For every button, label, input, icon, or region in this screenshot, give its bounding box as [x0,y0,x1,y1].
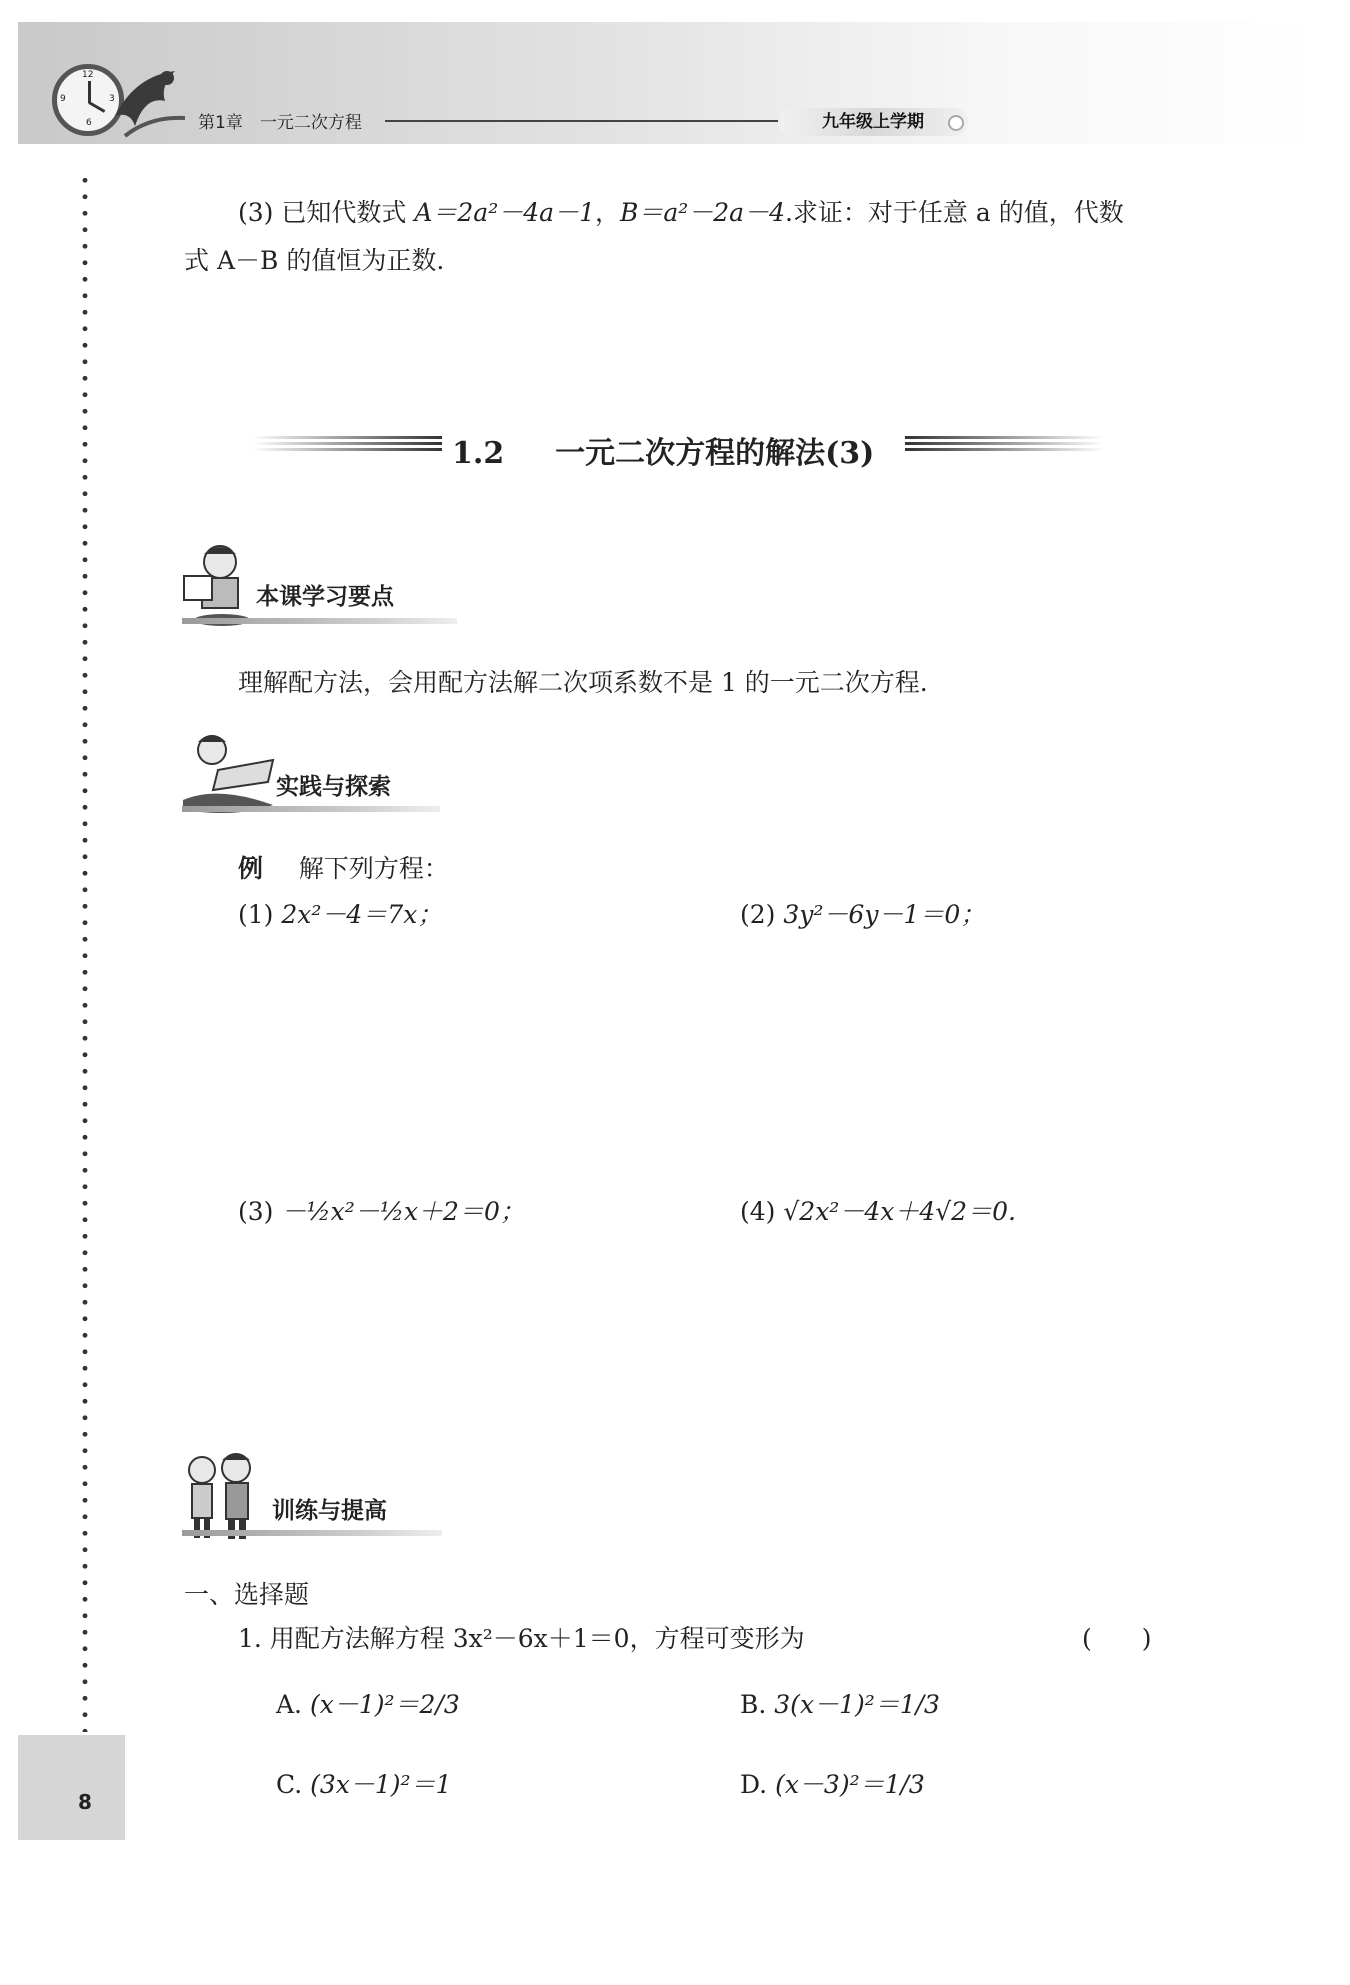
prev-problem-prefix: 已知代数式 [281,198,407,227]
badge-underline [182,806,440,812]
example-item-2 [740,898,985,932]
prev-problem-label: (3) [238,198,274,227]
option-label: B. [740,1690,767,1719]
item-label: (3) [238,1197,274,1226]
page-number: 8 [78,1790,92,1814]
option-label: C. [276,1770,303,1799]
key-points-heading: 本课学习要点 [256,584,394,610]
item-expr: 2x²－4＝7x； [281,900,443,929]
clock-number: 6 [86,118,92,128]
example-item-3 [238,1195,525,1229]
page-number-box [18,1735,125,1840]
item-label: (4) [740,1197,776,1226]
example-item-4 [740,1195,1016,1229]
key-points-text: 理解配方法，会用配方法解二次项系数不是 1 的一元二次方程. [238,668,928,697]
title-stripe-right [905,434,1105,456]
option-label: D. [740,1770,768,1799]
binding-dots [82,172,88,1732]
option-label: A. [276,1690,303,1719]
grade-pill: 九年级上学期 [778,108,968,136]
example-line [238,852,449,886]
expr-b: B＝a²－2a－4 [619,198,785,227]
badge-underline [182,1530,442,1536]
section-choice-heading: 一、选择题 [184,1580,310,1609]
option-d [740,1768,925,1802]
example-text: 解下列方程： [298,854,449,883]
prev-problem-line1: (3) 已知代数式 A＝2a²－4a－1，B＝a²－2a－4.求证：对于任意 a 的值，代数 [238,198,1124,227]
option-expr: (x－1)²＝2/3 [309,1690,460,1719]
item-expr: √2x²－4x＋4√2＝0. [783,1197,1016,1226]
title-stripe-left [252,434,442,456]
expr-a: A＝2a²－4a－1 [414,198,595,227]
pill-dot-icon [948,115,964,131]
option-expr: (3x－1)²＝1 [310,1770,452,1799]
practice-heading: 实践与探索 [276,774,391,800]
option-expr: 3(x－1)²＝1/3 [774,1690,940,1719]
option-a [276,1688,460,1722]
prev-problem-line2: 式 A－B 的值恒为正数. [184,246,445,275]
prev-problem-suffix: .求证：对于任意 a 的值，代数 [784,198,1124,227]
question-1-text: 1. 用配方法解方程 3x²－6x＋1＝0，方程可变形为 [238,1624,805,1653]
clock-number: 12 [82,70,94,80]
item-expr: －½x²－½x＋2＝0； [281,1197,525,1226]
item-label: (1) [238,900,274,929]
badge-underline [182,618,457,624]
chapter-label: 第1章 一元二次方程 [198,113,362,133]
answer-paren: ( ) [1082,1624,1152,1653]
option-expr: (x－3)²＝1/3 [775,1770,925,1799]
option-b [740,1688,940,1722]
section-title [452,428,874,472]
item-expr: 3y²－6y－1＝0； [783,900,986,929]
item-label: (2) [740,900,776,929]
example-label: 例 [238,854,264,883]
training-heading: 训练与提高 [272,1498,387,1524]
reading-kid-icon [178,540,258,630]
section-number: 1.2 [452,436,505,471]
option-c [276,1768,452,1802]
runner-swoosh-icon [105,56,195,146]
clock-number: 3 [109,94,115,104]
header-rule [385,120,780,122]
clock-number: 9 [60,94,66,104]
section-name: 一元二次方程的解法(3) [555,436,875,471]
example-item-1 [238,898,442,932]
